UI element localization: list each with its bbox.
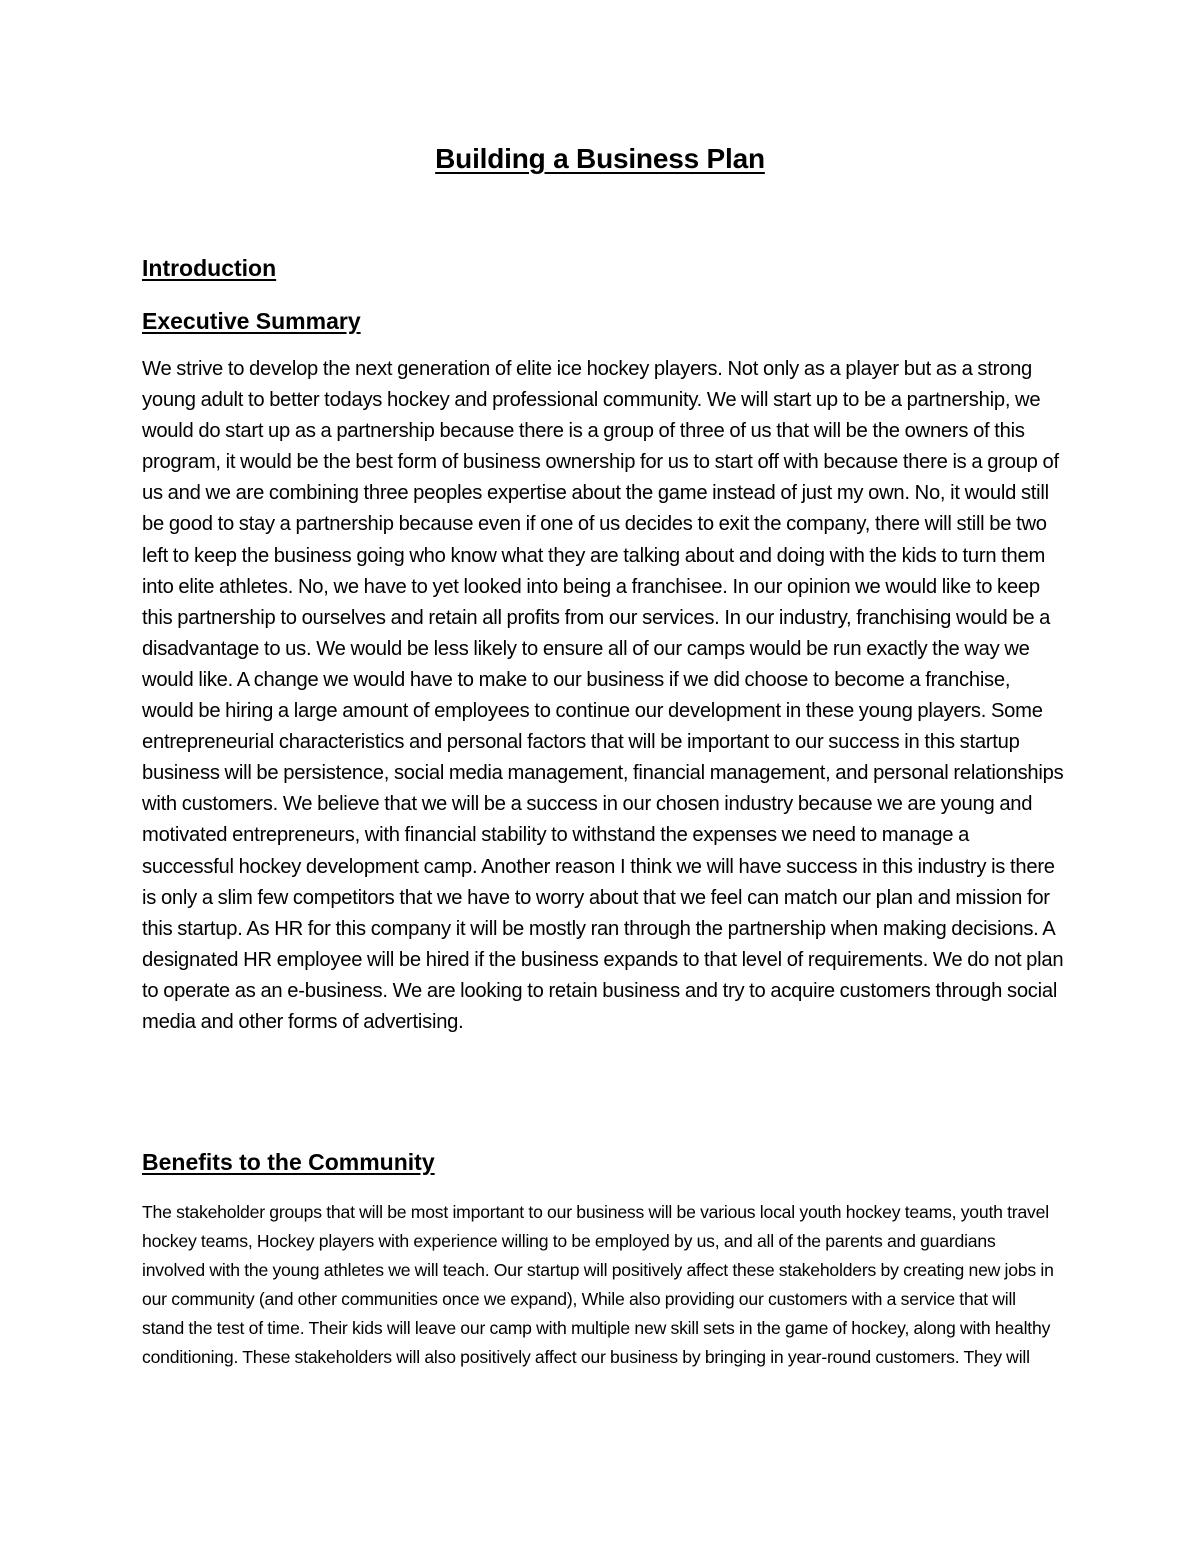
benefits-to-community-heading: Benefits to the Community <box>142 1149 435 1175</box>
benefits-to-community-paragraph: The stakeholder groups that will be most important to our business will be various local youth hockey teams, youth travel hockey teams, Hockey players with experience willing to be employed by us, and all of the parents and guardians involved with the young athletes we will teach. Our startup will positively affect these stakeholders by creating new jobs in our community (and other communities once we expand), While also providing our customers with a service that will stand the test of time. Their kids will leave our camp with multiple new skill sets in the game of hockey, along with healthy conditioning. These stakeholders will also positively affect our business by bringing in year-round customers. They will <box>142 1202 1054 1367</box>
executive-summary-paragraph: We strive to develop the next generation of elite ice hockey players. Not only as a player but as a strong young adult to better todays hockey and professional community. We will start up to be a partnership, we would do start up as a partnership because there is a group of three of us that will be the owners of this program, it would be the best form of business ownership for us to start off with because there is a group of us and we are combining three peoples expertise about the game instead of just my own. No, it would still be good to stay a partnership because even if one of us decides to exit the company, there will still be two left to keep the business going who know what they are talking about and doing with the kids to turn them into elite athletes. No, we have to yet looked into being a franchisee. In our opinion we would like to keep this partnership to ourselves and retain all profits from our services. In our industry, franchising would be a disadvantage to us. We would be less likely to ensure all of our camps would be run exactly the way we would like. A change we would have to make to our business if we did choose to become a franchise, would be hiring a large amount of employees to continue our development in these young players. Some entrepreneurial characteristics and personal factors that will be important to our success in this startup business will be persistence, social media management, financial management, and personal relationships with customers. We believe that we will be a success in our chosen industry because we are young and motivated entrepreneurs, with financial stability to withstand the expenses we need to manage a successful hockey development camp. Another reason I think we will have success in this industry is there is only a slim few competitors that we have to worry about that we feel can match our plan and mission for this startup. As HR for this company it will be mostly ran through the partnership when making decisions. A designated HR employee will be hired if the business expands to that level of requirements. We do not plan to operate as an e-business. We are looking to retain business and try to acquire customers through social media and other forms of advertising. <box>142 358 1064 1033</box>
document-title: Building a Business Plan <box>435 143 765 174</box>
introduction-heading: Introduction <box>142 255 277 281</box>
executive-summary-heading: Executive Summary <box>142 308 361 334</box>
